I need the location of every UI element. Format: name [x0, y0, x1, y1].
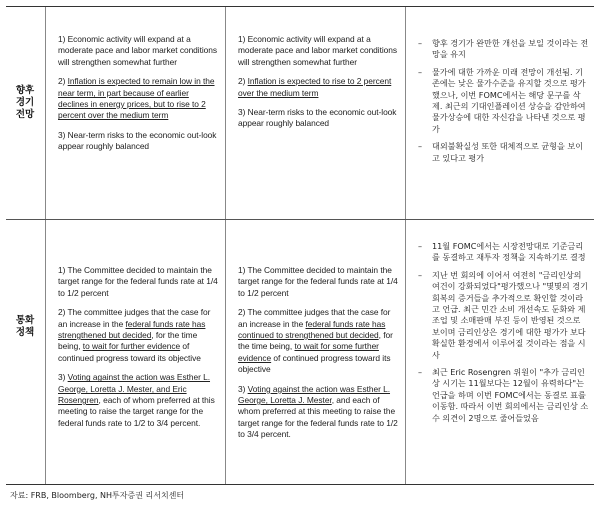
row-label-outlook — [6, 85, 44, 121]
row-header-cell — [6, 220, 44, 484]
row-label-line: 통화 — [15, 315, 35, 326]
statement-item — [238, 107, 401, 130]
underlined-phrase: Voting against the action was Esther L. George, Loretta J. Mester, and Eric Rosengren — [58, 372, 211, 406]
statement-text: The committee judges that the case for an increase in the — [58, 307, 211, 329]
item-number: 1) — [58, 265, 68, 275]
commentary-cell — [405, 7, 594, 219]
bullet-dash: – — [418, 269, 423, 280]
statement-list — [238, 34, 401, 138]
statement-text: of continued progress toward its objective — [58, 341, 201, 363]
commentary-list — [418, 38, 590, 170]
statement-item — [238, 76, 401, 99]
item-number: 3) — [58, 372, 68, 383]
row-economic-outlook — [6, 7, 594, 220]
statement-item — [238, 307, 401, 375]
current-statement-cell — [225, 220, 405, 484]
item-number: 3) — [58, 129, 68, 140]
statement-list — [238, 265, 401, 449]
statement-item — [58, 307, 221, 364]
commentary-item — [418, 367, 590, 424]
previous-statement-cell — [45, 220, 225, 484]
underlined-phrase: federal funds rate has strengthened but decided — [58, 318, 206, 341]
statement-text: , for the time being, — [238, 330, 393, 352]
bullet-dash: – — [418, 367, 423, 378]
item-number: 2) — [58, 76, 68, 87]
row-label-policy — [6, 315, 44, 339]
statement-text: Economic activity will expand at a moderate pace and labor market conditions will strengthen somewhat further — [58, 34, 218, 67]
item-number: 2) — [238, 307, 248, 318]
item-number: 2) — [238, 76, 248, 87]
commentary-text: 향후 경기가 완만한 개선을 보일 것이라는 전망을 유지 — [432, 38, 589, 60]
statement-list — [58, 34, 221, 161]
item-number: 1) — [58, 34, 68, 44]
commentary-item — [418, 241, 590, 264]
commentary-list — [418, 241, 590, 430]
row-label-line: 전망 — [15, 109, 35, 120]
bullet-dash: – — [418, 66, 423, 77]
statement-text: , each of whom preferred at this meeting to raise the target range for the federal funds rate to 1/2 to 3/4 percent. — [58, 395, 215, 428]
statement-text: , for the time being, — [58, 330, 198, 352]
underlined-phrase: Inflation is expected to rise to 2 percent over the medium term — [238, 76, 392, 98]
bullet-dash: – — [418, 241, 423, 251]
row-header-cell — [6, 7, 44, 219]
previous-statement-cell — [45, 7, 225, 219]
underlined-phrase: to wait for some further evidence — [238, 341, 379, 363]
row-monetary-policy — [6, 220, 594, 484]
underlined-phrase: to wait for further evidence — [82, 341, 181, 352]
commentary-item — [418, 38, 590, 61]
bullet-dash: – — [418, 141, 423, 152]
commentary-text: 물가에 대한 가까운 미래 전망이 개선됨. 기존에는 낮은 물가수준을 유지할 것으로 평가했으나, 이번 FOMC에서는 해당 문구를 삭제. 최근의 기대인플레이션 상승을 감안하여 물가상승에 대한 자신감을 나타낸 것으로 평가 — [432, 66, 586, 134]
bullet-dash: – — [418, 38, 423, 48]
statement-item — [58, 34, 221, 68]
underlined-phrase: Inflation is expected to remain low in the near term, in part because of earlier declines in energy prices, but to rise to 2 percent over the medium term — [58, 76, 215, 121]
statement-text: Economic activity will expand at a moderate pace and labor market conditions will strengthen somewhat further — [238, 34, 398, 67]
source-note: 자료: FRB, Bloomberg, NH투자증권 리서치센터 — [10, 491, 185, 500]
statement-item — [238, 34, 401, 68]
item-number: 1) — [238, 34, 248, 44]
item-number: 3) — [238, 107, 248, 118]
statement-text: The committee judges that the case for an increase in the — [238, 307, 391, 329]
statement-item — [58, 76, 221, 122]
commentary-item — [418, 67, 590, 135]
statement-list — [58, 265, 221, 437]
commentary-text: 지난 번 회의에 이어서 여전히 "금리인상의 여건이 강화되었다"평가했으나 "몇몇의 경기회복의 증거들을 추가적으로 확인할 것이라고 언급. 최근 민간 소비 개선속도 둔화와 제조업 및 소매판매 부진 등이 반영된 것으로 보이며 금리인상은 경기에 대한 평가가 보다 확실한 환경에서 이루어질 것이라는 점을 시사 — [432, 269, 588, 360]
commentary-text: 대외불확실성 또한 대체적으로 균형을 보이고 있다고 평가 — [432, 141, 584, 163]
item-number: 1) — [238, 265, 248, 275]
commentary-text: 11월 FOMC에서는 시장전망대로 기준금리를 동결하고 재투자 정책을 지속하기로 결정 — [432, 241, 586, 263]
commentary-item — [418, 141, 590, 164]
statement-text: The Committee decided to maintain the target range for the federal funds rate at 1/4 to 1/2 percent — [58, 265, 218, 298]
commentary-item — [418, 270, 590, 361]
statement-text: Near-term risks to the economic out-look appear roughly balanced — [238, 107, 397, 129]
statement-item — [58, 130, 221, 153]
statement-text: of continued progress toward its objective — [238, 352, 391, 375]
row-label-line: 경기 — [15, 97, 35, 108]
statement-text: Near-term risks to the economic out-look appear roughly balanced — [58, 129, 217, 152]
underlined-phrase: Voting against the action was Esther L. George, Loretta J. Mester — [238, 383, 391, 406]
item-number: 3) — [238, 383, 248, 394]
commentary-cell — [405, 220, 594, 484]
underlined-phrase: federal funds rate has continued to strengthened but decided — [238, 318, 386, 341]
row-label-line: 향후 — [15, 85, 35, 96]
current-statement-cell — [225, 7, 405, 219]
statement-item — [238, 265, 401, 299]
row-label-line: 정책 — [15, 327, 35, 338]
statement-text: The Committee decided to maintain the target range for the federal funds rate at 1/4 to 1/2 percent — [238, 265, 398, 298]
statement-item — [58, 265, 221, 299]
statement-item — [58, 372, 221, 429]
comparison-table — [6, 6, 594, 485]
statement-item — [238, 384, 401, 441]
statement-text: , and each of whom preferred at this meeting to raise the target range for the federal funds rate to 1/2 to 3/4 percent. — [238, 395, 398, 440]
commentary-text: 최근 Eric Rosengren 위원이 "추가 금리인상 시기는 11월보다는 12월이 유력하다"는 언급을 하며 이번 FOMC에서는 동결로 표를 이동함. 따라서 이번 회의에서는 금리인상 소수 의견이 2명으로 줄어들었음 — [432, 367, 589, 423]
item-number: 2) — [58, 307, 68, 318]
